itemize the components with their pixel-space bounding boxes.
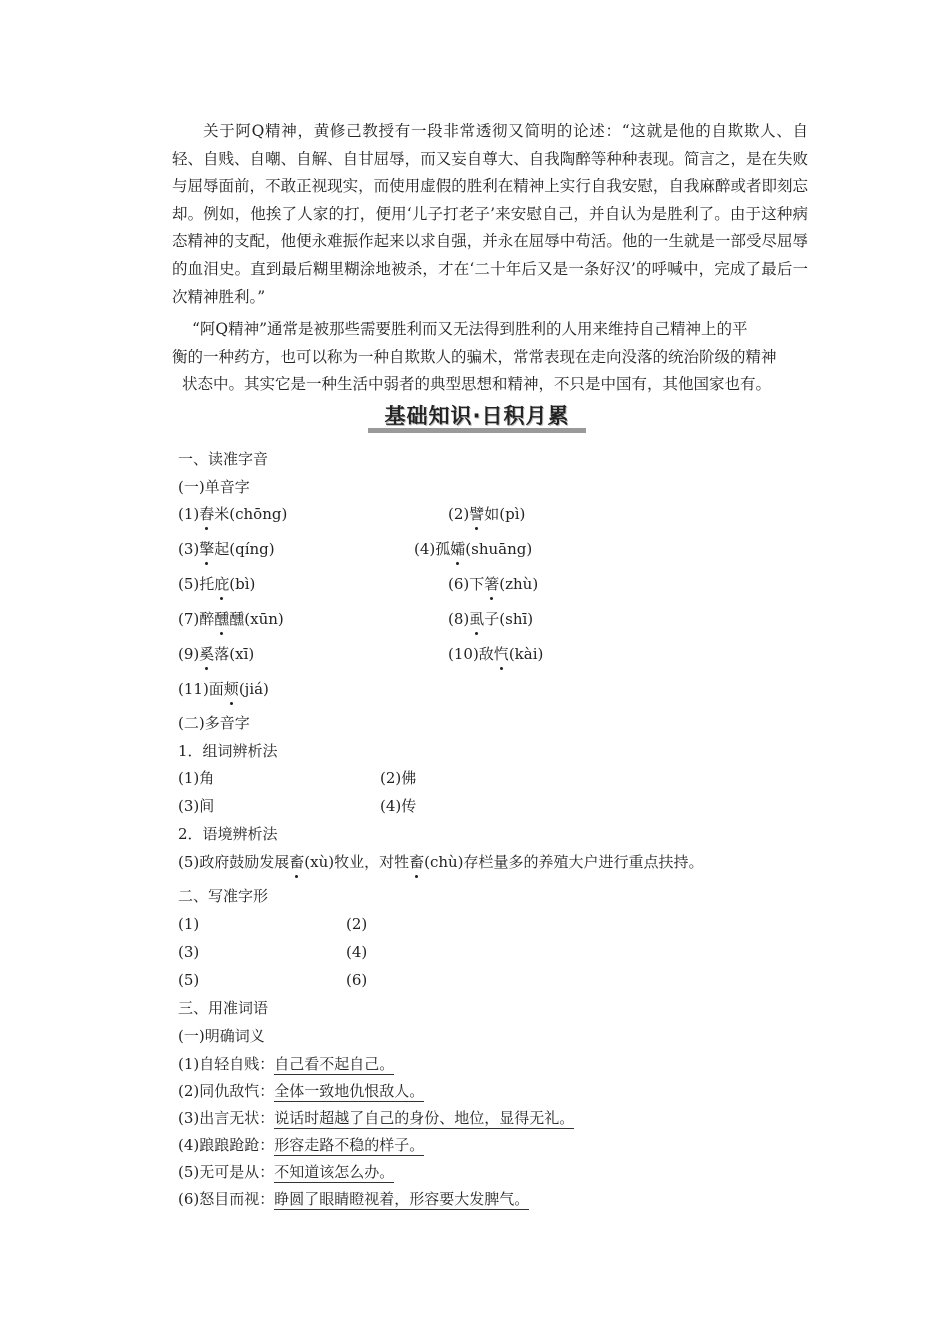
emphasis-dot-char: 奚 <box>199 645 215 663</box>
intro-paragraph-1 <box>172 118 808 311</box>
glyph-item-5: (5) <box>178 971 200 989</box>
emphasis-dot-char: 忾 <box>493 645 509 663</box>
banner-title: 基础知识·日积月累 <box>384 404 570 428</box>
poly-item-4: (4)传 <box>380 797 417 815</box>
pron-item-9: (9)奚落(xī) <box>178 645 255 663</box>
intro-paragraph-2 <box>172 316 808 399</box>
term-definition: 全体一致地仇恨敌人。 <box>274 1082 425 1100</box>
term-definition: 说话时超越了自己的身份、地位，显得无礼。 <box>274 1109 575 1127</box>
pron-item-7: (7)醉醺醺(xūn) <box>178 610 284 628</box>
section-banner <box>368 400 586 434</box>
pron-item-1: (1)舂米(chōng) <box>178 505 288 523</box>
section3-heading: 三、用准词语 <box>178 999 269 1017</box>
term-label: (1)自轻自贱： <box>178 1055 275 1073</box>
glyph-item-3: (3) <box>178 943 200 961</box>
term-row-6 <box>178 1189 529 1209</box>
pron-item-2: (2)譬如(pì) <box>448 505 526 523</box>
pron-item-4: (4)孤孀(shuāng) <box>414 540 533 558</box>
emphasis-dot-char: 譬 <box>469 505 485 523</box>
term-row-4 <box>178 1135 424 1155</box>
emphasis-dot-char: 孀 <box>450 540 466 558</box>
poly-item-3: (3)间 <box>178 797 215 815</box>
section1-sub1: (一)单音字 <box>178 478 250 496</box>
intro-para1-text: 关于阿Q精神，黄修己教授有一段非常透彻又简明的论述：“这就是他的自欺欺人、自轻、自贱、自嘲、自解、自甘屈辱，而又妄自尊大、自我陶醉等种种表现。简言之，是在失败与屈辱面前，不敢正视现实，而使用虚假的胜利在精神上实行自我安慰，自我麻醉或者即刻忘却。例如，他挨了人家的打，便用‘儿子打老子’来安慰自己，并自认为是胜利了。由于这种病态精神的支配，他便永难振作起来以求自强，并永在屈辱中苟活。他的一生就是一部受尽屈辱的血泪史。直到最后糊里糊涂地被杀，才在‘二十年后又是一条好汉’的呼喊中，完成了最后一次精神胜利。” <box>172 122 808 306</box>
glyph-item-6: (6) <box>346 971 368 989</box>
section1-heading: 一、读准字音 <box>178 450 269 468</box>
term-definition: 不知道该怎么办。 <box>274 1163 395 1181</box>
term-definition: 形容走路不稳的样子。 <box>274 1136 425 1154</box>
pron-item-10: (10)敌忾(kài) <box>448 645 544 663</box>
glyph-item-1: (1) <box>178 915 200 933</box>
emphasis-dot-char: 舂 <box>199 505 215 523</box>
intro-para2-line2: 衡的一种药方，也可以称为一种自欺欺人的骗术，常常表现在走向没落的统治阶级的精神 <box>172 347 777 366</box>
emphasis-dot-char: 擎 <box>199 540 215 558</box>
emphasis-dot-char: 畜 <box>409 853 425 871</box>
term-label: (4)踉踉跄跄： <box>178 1136 275 1154</box>
method-1: 1．组词辨析法 <box>178 742 278 760</box>
method-2: 2．语境辨析法 <box>178 825 278 843</box>
emphasis-dot-char: 畜 <box>289 853 305 871</box>
term-label: (5)无可是从： <box>178 1163 275 1181</box>
pron-item-11: (11)面颊(jiá) <box>178 680 269 698</box>
section2-heading: 二、写准字形 <box>178 887 269 905</box>
context-sentence: (5)政府鼓励发展畜(xù)牧业，对牲畜(chù)存栏量多的养殖大户进行重点扶持。 <box>178 853 704 871</box>
term-row-2 <box>178 1081 424 1101</box>
term-label: (2)同仇敌忾： <box>178 1082 275 1100</box>
section3-sub1: (一)明确词义 <box>178 1027 265 1045</box>
pron-item-3: (3)擎起(qíng) <box>178 540 275 558</box>
term-label: (6)怒目而视： <box>178 1190 275 1208</box>
section1-sub2: (二)多音字 <box>178 714 250 732</box>
term-row-1 <box>178 1054 394 1074</box>
poly-item-2: (2)佛 <box>380 769 417 787</box>
emphasis-dot-char: 颊 <box>223 680 239 698</box>
pron-item-5: (5)托庇(bì) <box>178 575 256 593</box>
term-label: (3)出言无状： <box>178 1109 275 1127</box>
pron-item-8: (8)虱子(shī) <box>448 610 534 628</box>
emphasis-dot-char: 醺 <box>214 610 230 628</box>
emphasis-dot-char: 箸 <box>484 575 500 593</box>
glyph-item-2: (2) <box>346 915 368 933</box>
emphasis-dot-char: 虱 <box>469 610 485 628</box>
intro-para2-line3: 状态中。其实它是一种生活中弱者的典型思想和精神，不只是中国有，其他国家也有。 <box>182 375 772 394</box>
intro-para2-line1: “阿Q精神”通常是被那些需要胜利而又无法得到胜利的人用来维持自己精神上的平 <box>192 320 748 338</box>
term-definition: 睁圆了眼睛瞪视着，形容要大发脾气。 <box>274 1190 530 1208</box>
poly-item-1: (1)角 <box>178 769 215 787</box>
emphasis-dot-char: 庇 <box>214 575 230 593</box>
term-definition: 自己看不起自己。 <box>274 1055 395 1073</box>
term-row-5 <box>178 1162 394 1182</box>
glyph-item-4: (4) <box>346 943 368 961</box>
term-row-3 <box>178 1108 574 1128</box>
pron-item-6: (6)下箸(zhù) <box>448 575 539 593</box>
